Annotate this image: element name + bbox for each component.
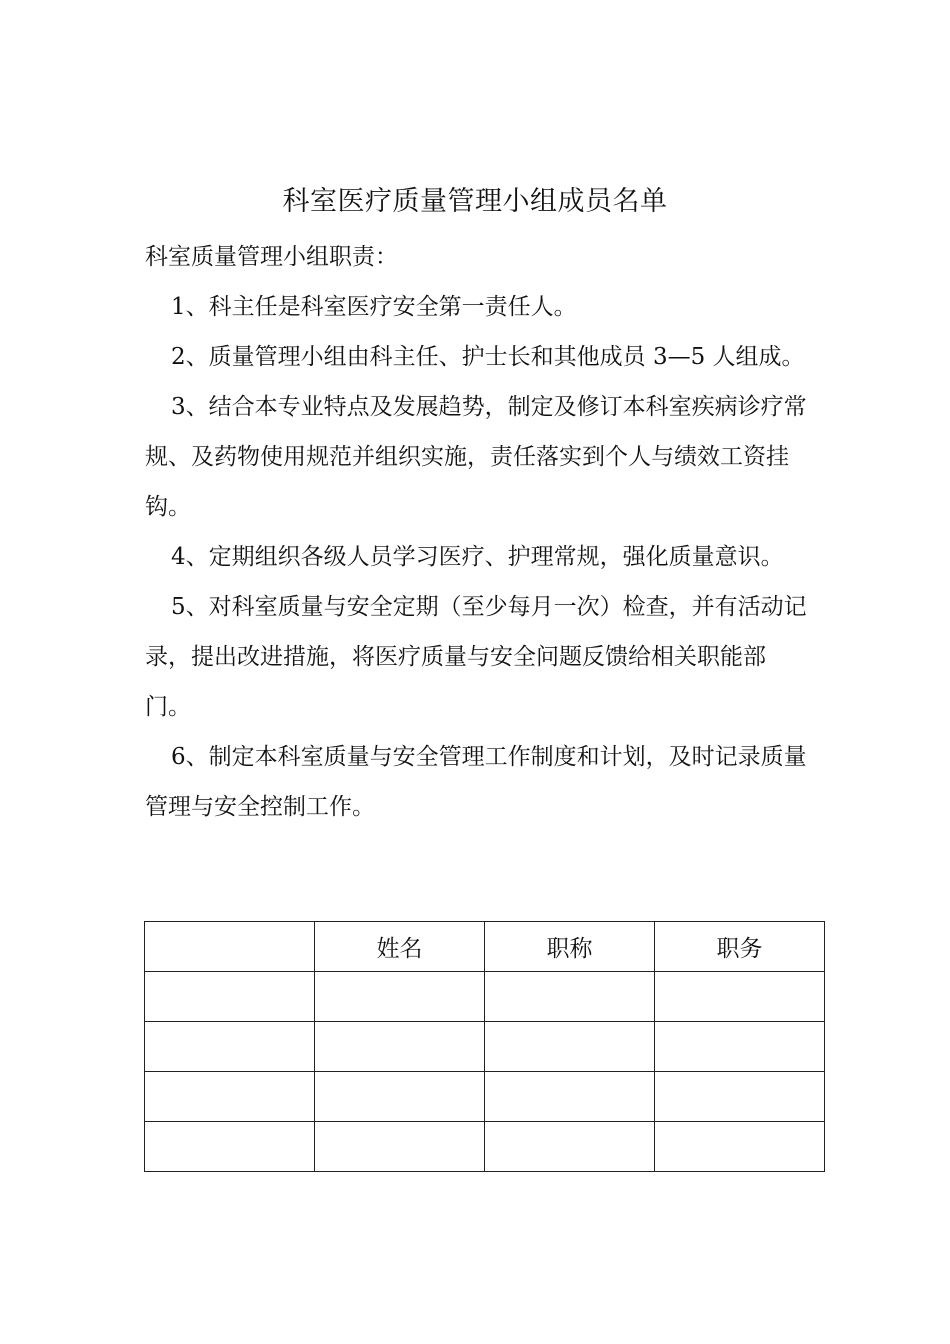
table-cell — [315, 1072, 485, 1122]
header-cell-position: 职务 — [655, 922, 825, 972]
table-cell — [145, 972, 315, 1022]
section-heading: 科室质量管理小组职责： — [145, 244, 398, 270]
table-cell — [485, 1072, 655, 1122]
duty-item-1: 1、科主任是科室医疗安全第一责任人。 — [171, 294, 577, 320]
duty-item-2: 2、质量管理小组由科主任、护士长和其他成员 3—5 人组成。 — [171, 344, 805, 370]
table-cell — [485, 1022, 655, 1072]
table-cell — [145, 1022, 315, 1072]
duties-section — [145, 232, 810, 832]
duty-item-3: 3、结合本专业特点及发展趋势，制定及修订本科室疾病诊疗常规、及药物使用规范并组织实施，责任落实到个人与绩效工资挂钩。 — [145, 394, 807, 520]
table-cell — [485, 972, 655, 1022]
table-cell — [315, 972, 485, 1022]
member-table — [144, 921, 825, 1172]
page-title: 科室医疗质量管理小组成员名单 — [282, 186, 668, 217]
duty-item-6: 6、制定本科室质量与安全管理工作制度和计划，及时记录质量管理与安全控制工作。 — [145, 744, 807, 820]
table-cell — [315, 1022, 485, 1072]
table-cell — [145, 1072, 315, 1122]
table-header-row — [145, 922, 825, 972]
table-row — [145, 1022, 825, 1072]
table-cell — [315, 1122, 485, 1172]
table-cell — [655, 1072, 825, 1122]
header-cell-name: 姓名 — [315, 922, 485, 972]
table-cell — [485, 1122, 655, 1172]
table-cell — [655, 972, 825, 1022]
duty-item-4: 4、定期组织各级人员学习医疗、护理常规，强化质量意识。 — [171, 544, 784, 570]
table-row — [145, 1072, 825, 1122]
header-cell-blank — [145, 922, 315, 972]
table-cell — [655, 1122, 825, 1172]
table-row — [145, 1122, 825, 1172]
table-row — [145, 972, 825, 1022]
duty-item-5: 5、对科室质量与安全定期（至少每月一次）检查，并有活动记录，提出改进措施，将医疗质量与安全问题反馈给相关职能部门。 — [145, 594, 807, 720]
header-cell-title: 职称 — [485, 922, 655, 972]
table-cell — [655, 1022, 825, 1072]
table-cell — [145, 1122, 315, 1172]
